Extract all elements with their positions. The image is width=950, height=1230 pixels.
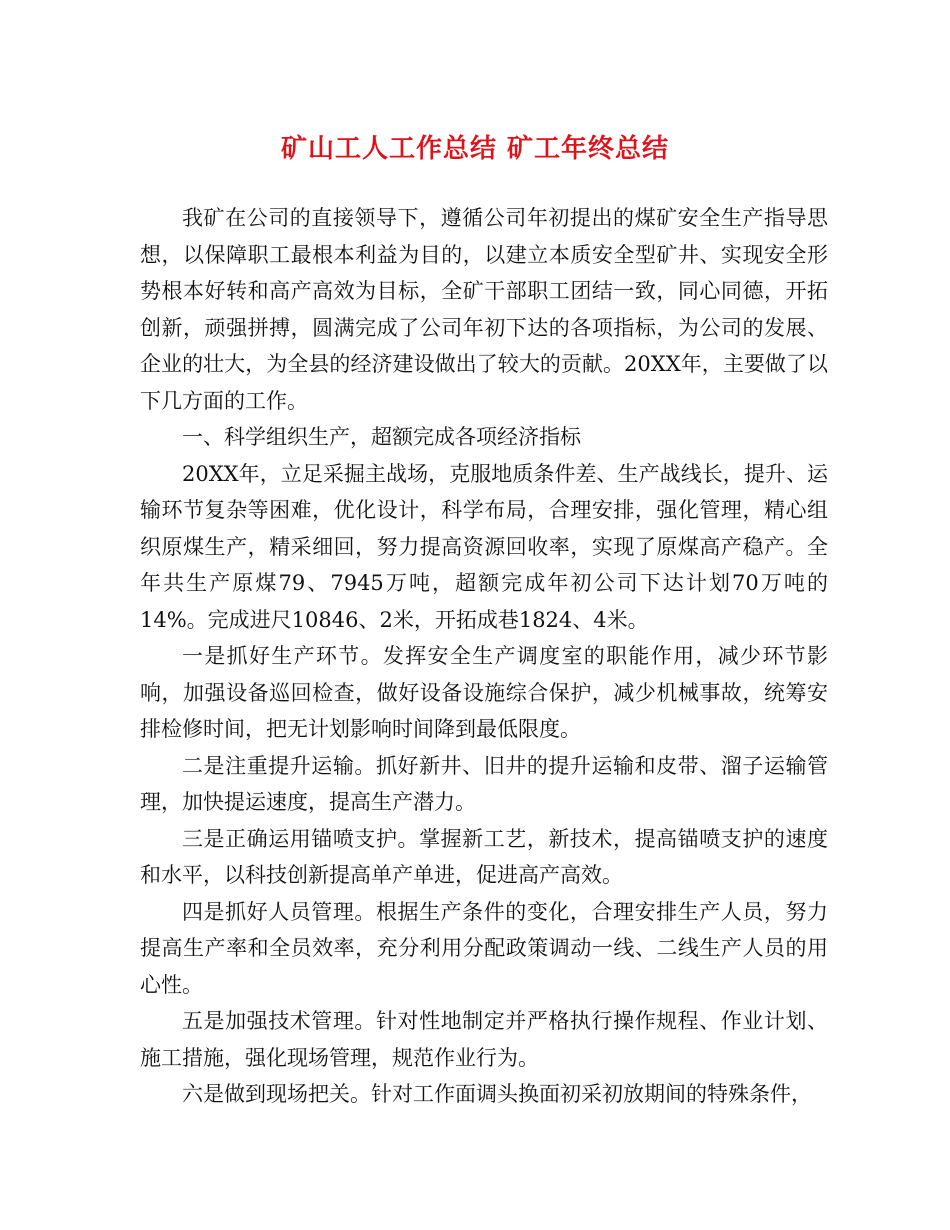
paragraph-point-4: 四是抓好人员管理。根据生产条件的变化，合理安排生产人员，努力提高生产率和全员效率，充分利用分配政策调动一线、二线生产人员的用心性。: [140, 899, 828, 997]
document-title: 矿山工人工作总结 矿工年终总结: [280, 134, 670, 164]
paragraph-production-summary: 20XX年，立足采掘主战场，克服地质条件差、生产战线长，提升、运输环节复杂等困难，优化设计，科学布局，合理安排，强化管理，精心组织原煤生产，精采细回，努力提高资源回收率，实现了原煤高产稳产。全年共生产原煤79、7945万吨，超额完成年初公司下达计划70万吨的14%。完成进尺10846、2米，开拓成巷1824、4米。: [140, 461, 828, 632]
paragraph-point-5: 五是加强技术管理。针对性地制定并严格执行操作规程、作业计划、施工措施，强化现场管理，规范作业行为。: [140, 1009, 828, 1070]
document-body: [140, 200, 828, 1113]
paragraph-point-3: 三是正确运用锚喷支护。掌握新工艺，新技术，提高锚喷支护的速度和水平，以科技创新提高单产单进，促进高产高效。: [140, 826, 828, 887]
paragraph-point-1: 一是抓好生产环节。发挥安全生产调度室的职能作用，减少环节影响，加强设备巡回检查，做好设备设施综合保护，减少机械事故，统筹安排检修时间，把无计划影响时间降到最低限度。: [140, 644, 828, 741]
paragraph-point-6: 六是做到现场把关。针对工作面调头换面初采初放期间的特殊条件，: [182, 1082, 812, 1106]
paragraph-point-2: 二是注重提升运输。抓好新井、旧井的提升运输和皮带、溜子运输管理，加快提运速度，提高生产潜力。: [140, 753, 828, 814]
section-heading-1: 一、科学组织生产，超额完成各项经济指标: [182, 425, 581, 449]
paragraph-intro: 我矿在公司的直接领导下，遵循公司年初提出的煤矿安全生产指导思想，以保障职工最根本利益为目的，以建立本质安全型矿井、实现安全形势根本好转和高产高效为目标，全矿干部职工团结一致，同心同德，开拓创新，顽强拼搏，圆满完成了公司年初下达的各项指标，为公司的发展、企业的壮大，为全县的经济建设做出了较大的贡献。20XX年，主要做了以下几方面的工作。: [140, 206, 828, 413]
